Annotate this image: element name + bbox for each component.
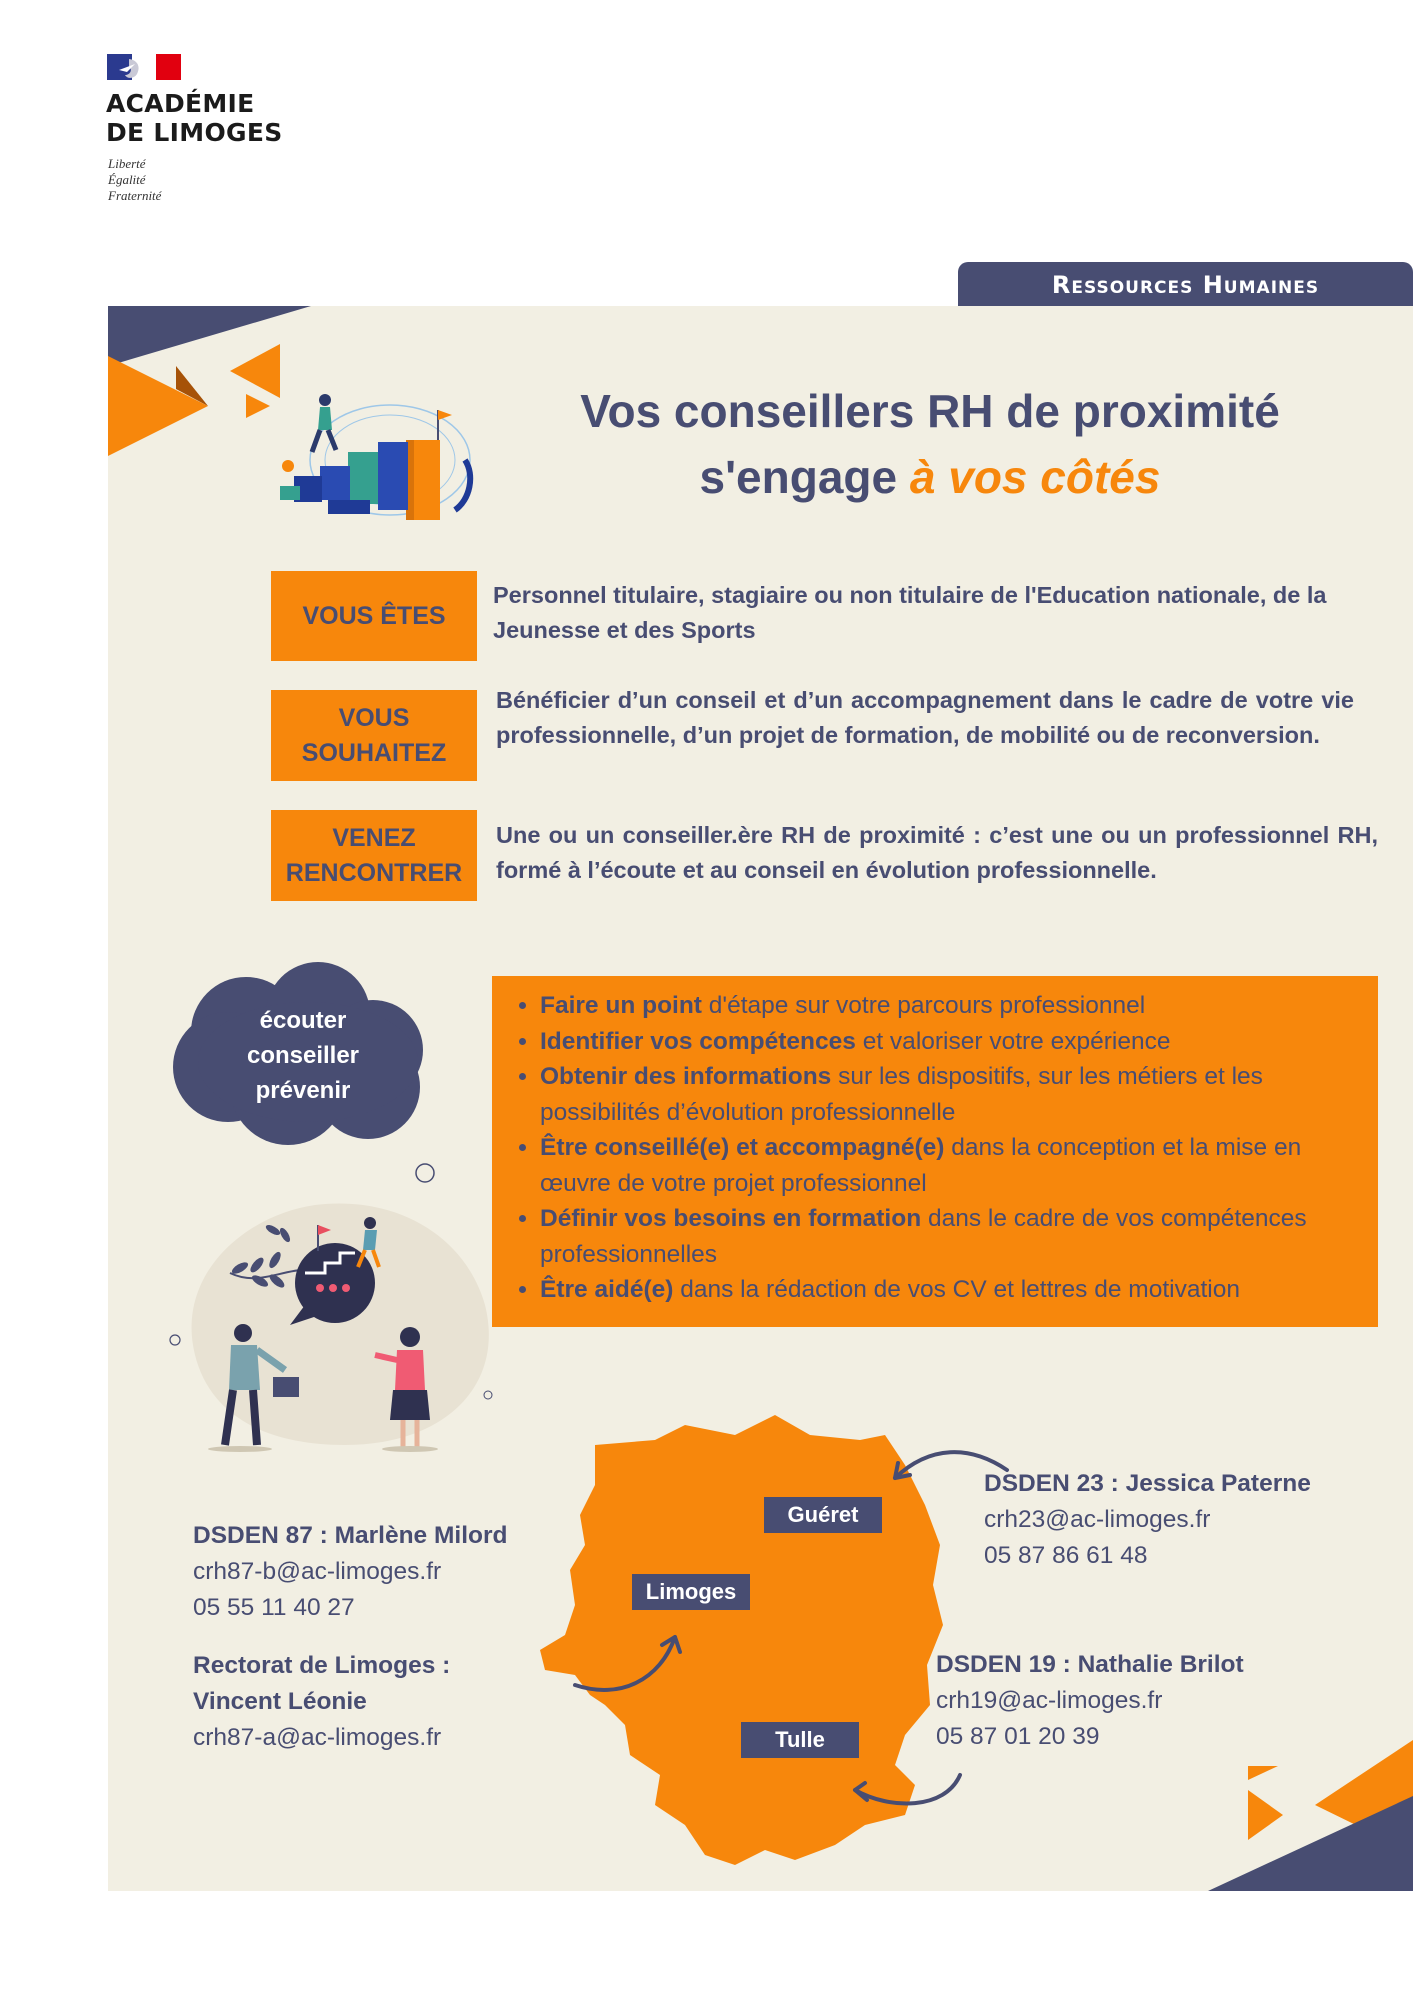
contact-name: DSDEN 19 : Nathalie Brilot [936,1651,1244,1678]
contact-dsden19 [936,1647,1244,1755]
contact-email[interactable]: crh87-b@ac-limoges.fr [193,1558,442,1585]
cloud-text [198,1003,408,1108]
arrow-to-tulle [855,1775,960,1804]
list-item [540,1272,1360,1308]
contact-name: DSDEN 87 : Marlène Milord [193,1522,508,1549]
cloud-word-ecouter: écouter [259,1007,347,1034]
section-tab: Ressources Humaines [958,262,1413,306]
label-vous-etes [271,571,477,661]
map-label-limoges: Limoges [632,1574,750,1610]
text-vous-souhaitez: Bénéficier d’un conseil et d’un accompagnement dans le cadre de votre vie professionnelle, d’un projet de formation, de mobilité ou de reconversion. [496,687,1354,748]
list-item-text: sur les dispositifs, sur les métiers et les possibilités d’évolution professionnelle [540,1063,1263,1126]
label-vous-souhaitez-text: VOUS SOUHAITEZ [301,703,447,767]
page-title-line2 [500,451,1360,503]
list-item-text: dans la rédaction de vos CV et lettres de motivation [673,1276,1240,1303]
label-venez-rencontrer-text: VENEZ RENCONTRER [285,823,463,887]
cloud-word-prevenir: prévenir [255,1077,351,1104]
career-growth-illustration [270,380,490,530]
contact-rectorat [193,1648,450,1756]
list-item [540,1130,1360,1201]
contact-dsden87 [193,1518,507,1626]
motto-fraternite: Fraternité [108,188,162,203]
list-item-bold: Faire un point [540,992,702,1019]
list-item-bold: Être aidé(e) [540,1276,674,1303]
contact-dsden23 [984,1466,1311,1574]
contact-name: DSDEN 23 : Jessica Paterne [984,1470,1311,1497]
motto-egalite: Égalité [108,172,146,187]
map-label-gueret: Guéret [764,1497,882,1533]
contact-email[interactable]: crh87-a@ac-limoges.fr [193,1724,442,1751]
contact-phone[interactable]: 05 55 11 40 27 [193,1594,355,1621]
list-item-bold: Définir vos besoins en formation [540,1205,922,1232]
meeting-people-illustration [165,1155,500,1460]
services-list-box [492,976,1378,1327]
arrow-to-limoges [575,1637,675,1690]
list-item [540,1024,1360,1060]
logo-title [106,89,283,147]
logo-title-line2: DE LIMOGES [106,118,283,147]
contact-phone[interactable]: 05 87 86 61 48 [984,1542,1148,1569]
title-accent: à vos côtés [909,451,1161,503]
logo-title-line1: ACADÉMIE [106,89,255,118]
page-title-line1: Vos conseillers RH de proximité [580,385,1280,437]
contact-name-line2: Vincent Léonie [193,1688,367,1715]
contact-phone[interactable]: 05 87 01 20 39 [936,1723,1100,1750]
text-venez-rencontrer: Une ou un conseiller.ère RH de proximité : c’est une ou un professionnel RH, formé à l’écoute et au conseil en évolution professionnelle. [496,822,1378,883]
list-item-text: d'étape sur votre parcours professionnel [701,992,1146,1019]
label-vous-etes-text: VOUS ÊTES [302,601,446,630]
services-list [510,988,1360,1308]
list-item-text: dans le cadre de vos compétences professionnelles [540,1205,1307,1268]
list-item [540,1201,1360,1272]
title-prefix: s'engage [699,451,910,503]
contact-name-line1: Rectorat de Limoges : [193,1652,451,1679]
contact-email[interactable]: crh19@ac-limoges.fr [936,1687,1163,1714]
map-label-tulle: Tulle [741,1722,859,1758]
contact-email[interactable]: crh23@ac-limoges.fr [984,1506,1211,1533]
label-venez-rencontrer [271,810,477,901]
list-item-bold: Obtenir des informations [540,1063,832,1090]
map-arrows [560,1440,1020,1820]
list-item [540,988,1360,1024]
corner-triangles-decoration-bottom [1208,1740,1413,1891]
list-item-text: et valoriser votre expérience [855,1027,1171,1055]
list-item-bold: Identifier vos compétences [540,1027,856,1055]
marianne-logo-icon [107,54,181,80]
list-item-text: dans la conception et la mise en œuvre de votre projet professionnel [540,1134,1302,1197]
logo-motto [108,156,161,204]
text-vous-etes: Personnel titulaire, stagiaire ou non titulaire de l'Education nationale, de la Jeunesse et des Sports [493,582,1327,643]
list-item [540,1059,1360,1130]
motto-liberte: Liberté [108,156,146,171]
list-item-bold: Être conseillé(e) et accompagné(e) [540,1134,945,1161]
label-vous-souhaitez [271,690,477,781]
cloud-word-conseiller: conseiller [246,1042,360,1069]
